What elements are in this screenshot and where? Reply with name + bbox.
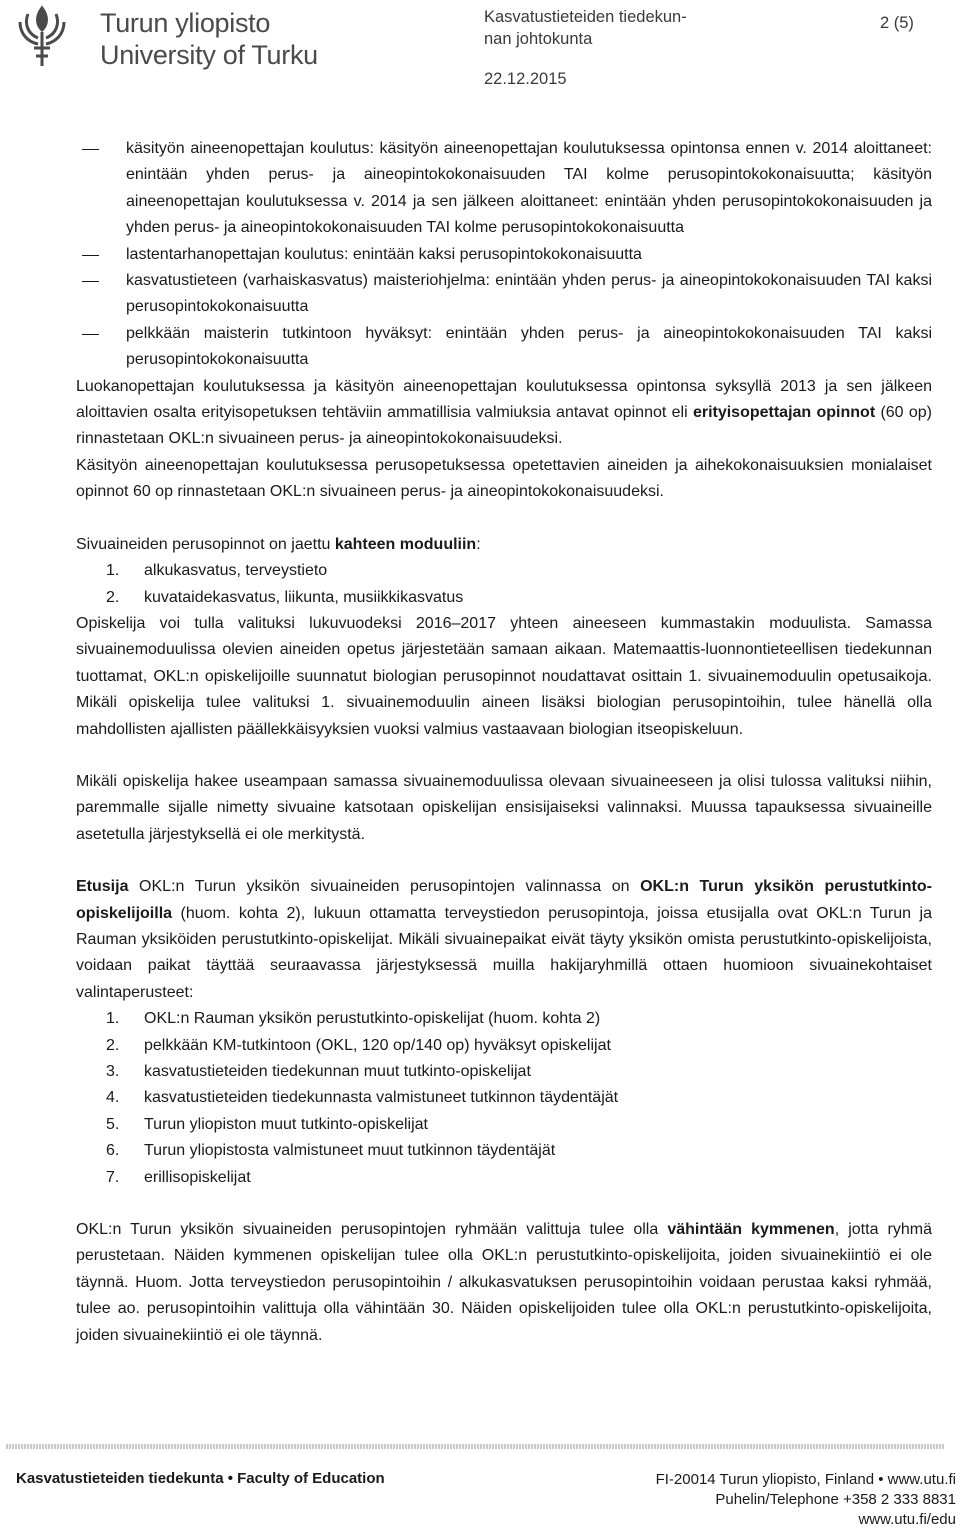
torch-emblem-icon	[14, 4, 70, 70]
paragraph-modules-intro: Sivuaineiden perusopinnot on jaettu kahteen moduuliin:	[76, 535, 481, 553]
footer-url: www.utu.fi/edu	[858, 1511, 956, 1528]
paragraph-module-rules: Opiskelija voi tulla valituksi lukuvuodeksi 2016–2017 yhteen aineeseen kummastakin moduulista. Samassa sivuainemoduulissa olevien aineiden opetus järjestetään samaan aikaan. Matemaattis-luonnontieteellisen tiedekunnan tuottamat, OKL:n opiskelijoille suunnatut biologian perusopinnot noudattavat osittain 1. sivuainemoduulin opetusaikoja. Mikäli opiskelija tulee valituksi 1. sivuainemoduulin aineen lisäksi biologian perusopintoihin, tulee hänellä olla mahdollisten ajallisten päällekkäisyyksien vuoksi valmius vastaavaan biologian itseopiskeluun.	[76, 614, 932, 738]
document-date: 22.12.2015	[484, 70, 567, 88]
document-body	[76, 136, 932, 1349]
module-item: 1. alkukasvatus, terveystieto	[106, 562, 328, 580]
paragraph-kasityo: Käsityön aineenopettajan koulutuksessa perusopetuksessa opetettavien aineiden ja aihekokonaisuuksien monialaiset opinnot 60 op rinnastetaan OKL:n sivuaineen perus- ja aineopintokokonaisuudeksi.	[76, 456, 932, 501]
order-item: 6. Turun yliopistosta valmistuneet muut tutkinnon täydentäjät	[106, 1142, 556, 1160]
bullet-lastentarha: lastentarhanopettajan koulutus: enintään kaksi perusopintokokonaisuutta	[76, 242, 932, 268]
paragraph-priority-order: Mikäli opiskelija hakee useampaan samassa sivuainemoduulissa olevaan sivuaineeseen ja olisi tulossa valituksi niihin, paremmalle sijalle nimetty sivuaine katsotaan opiskelijan ensisijaiseksi valinnaksi. Muussa tapauksessa sivuaineille asetetulla järjestyksellä ei ole merkitystä.	[76, 772, 932, 843]
footer-divider	[6, 1444, 944, 1449]
footer-phone: Puhelin/Telephone +358 2 333 8831	[715, 1491, 956, 1508]
faculty-line-1: Kasvatustieteiden tiedekun-	[484, 8, 687, 26]
order-item: 2. pelkkään KM-tutkintoon (OKL, 120 op/140 op) hyväksyt opiskelijat	[106, 1036, 611, 1054]
order-item: 1. OKL:n Rauman yksikön perustutkinto-opiskelijat (huom. kohta 2)	[106, 1010, 601, 1028]
paragraph-erityisopettaja: Luokanopettajan koulutuksessa ja käsityön aineenopettajan koulutuksessa opintonsa syksyllä 2013 ja sen jälkeen aloittavien osalta erityisopetuksen tehtäviin ammatillisia valmiuksia antavat opinnot eli erityisopettajan opinnot (60 op) rinnastetaan OKL:n sivuaineen perus- ja aineopintokokonaisuudeksi.	[76, 377, 932, 448]
page-number: 2 (5)	[880, 14, 914, 32]
footer-address: FI-20014 Turun yliopisto, Finland • www.utu.fi	[655, 1471, 956, 1488]
emphasis-etusija: Etusija	[76, 878, 129, 896]
order-item: 7. erillisopiskelijat	[106, 1168, 251, 1186]
bullet-maisteri: pelkkään maisterin tutkintoon hyväksyt: enintään yhden perus- ja aineopintokokonaisuuden TAI kaksi perusopintokokonaisuutta	[76, 321, 932, 374]
order-item: 5. Turun yliopiston muut tutkinto-opiskelijat	[106, 1115, 428, 1133]
footer-contact	[656, 1470, 956, 1530]
logo-text-finnish: Turun yliopisto	[100, 8, 271, 38]
order-item: 4. kasvatustieteiden tiedekunnasta valmistuneet tutkinnon täydentäjät	[106, 1089, 619, 1107]
paragraph-etusija: Etusija OKL:n Turun yksikön sivuaineiden perusopintojen valinnassa on OKL:n Turun yksikön perustutkinto-opiskelijoilla (huom. kohta 2), lukuun ottamatta terveystiedon perusopintoja, joissa etusijalla ovat OKL:n Turun ja Rauman yksiköiden perustutkinto-opiskelijat. Mikäli sivuainepaikat eivät täyty yksikön omista perustutkinto-opiskelijoista, voidaan paikat täyttää seuraavassa järjestyksessä muilla hakijaryhmillä ottaen huomioon sivuainekohtaiset valintaperusteet:	[76, 878, 932, 1001]
emphasis-modules: kahteen moduuliin	[334, 535, 477, 553]
emphasis-erityisopettaja: erityisopettajan opinnot	[692, 404, 876, 422]
faculty-line-2: nan johtokunta	[484, 30, 593, 48]
university-logo	[14, 4, 318, 70]
logo-text-english: University of Turku	[100, 40, 318, 70]
bullet-kasityo: käsityön aineenopettajan koulutus: käsityön aineenopettajan koulutuksessa opintonsa ennen v. 2014 aloittaneet: enintään yhden perus- ja aineopintokokonaisuuden TAI kolme perusopintokokonaisuutta; käsityön aineenopettajan koulutuksessa v. 2014 ja sen jälkeen aloittaneet: enintään yhden perusopintokokonaisuuden ja yhden perus- ja aineopintokokonaisuuden TAI kolme perusopintokokonaisuutta	[76, 136, 932, 242]
module-item: 2. kuvataidekasvatus, liikunta, musiikkikasvatus	[106, 588, 464, 606]
order-item: 3. kasvatustieteiden tiedekunnan muut tutkinto-opiskelijat	[106, 1063, 531, 1080]
paragraph-group-size: OKL:n Turun yksikön sivuaineiden perusopintojen ryhmään valittuja tulee olla vähintään kymmenen, jotta ryhmä perustetaan. Näiden kymmenen opiskelijan tulee olla OKL:n perustutkinto-opiskelijoita, joiden sivuainekiintiö ei ole täynnä. Huom. Jotta terveystiedon perusopintoihin / alkukasvatuksen perusopintoihin voidaan perustaa kaksi ryhmää, tulee ao. perusopintoihin valittuja olla vähintään 30. Näiden opiskelijoiden tulee olla OKL:n perustutkinto-opiskelijoita, joiden sivuainekiintiö ei ole täynnä.	[76, 1221, 932, 1344]
footer-faculty: Kasvatustieteiden tiedekunta • Faculty of Education	[16, 1470, 385, 1487]
header-faculty	[484, 6, 744, 50]
emphasis-perustutkinto: OKL:n Turun yksikön perustutkinto-opiskelijoilla	[76, 878, 932, 922]
emphasis-minimum: vähintään kymmenen	[667, 1221, 835, 1239]
bullet-varhaiskasvatus: kasvatustieteen (varhaiskasvatus) maisteriohjelma: enintään yhden perus- ja aineopintokokonaisuuden TAI kaksi perusopintokokonaisuutta	[76, 268, 932, 321]
